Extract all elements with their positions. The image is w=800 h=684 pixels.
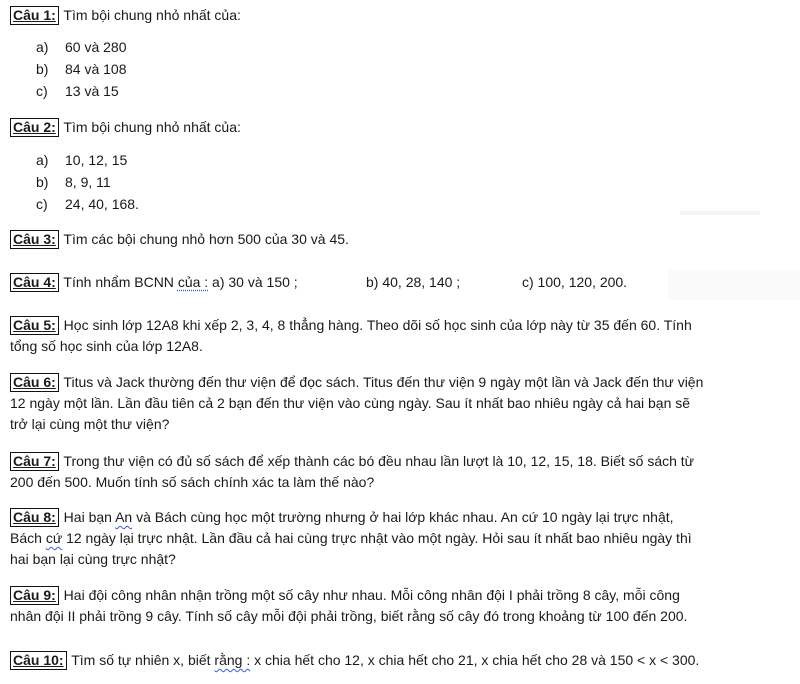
question-1-option-b xyxy=(36,59,127,80)
question-9-label: Câu 9: xyxy=(10,586,59,605)
question-2-option-a xyxy=(36,150,127,171)
question-1-option-c xyxy=(36,81,119,102)
question-10-text-post: x chia hết cho 12, x chia hết cho 21, x chia hết cho 28 và 150 < x < 300. xyxy=(250,652,700,668)
question-7-label: Câu 7: xyxy=(10,452,59,471)
question-5-label: Câu 5: xyxy=(10,316,59,335)
question-10-spellcheck-word: rằng : xyxy=(214,652,251,668)
option-text: 8, 9, 11 xyxy=(65,174,111,190)
question-6 xyxy=(10,372,790,435)
scan-artifact xyxy=(668,270,800,300)
option-letter: a) xyxy=(36,39,49,55)
question-8 xyxy=(10,507,790,570)
question-8-line-2-post: 12 ngày lại trực nhật. Lần đầu cả hai cùng trực nhật vào một ngày. Hỏi sau ít nhất bao nhiêu ngày thì xyxy=(62,530,692,546)
question-4-label: Câu 4: xyxy=(10,273,59,292)
question-6-line-2: 12 ngày một lần. Lần đầu tiên cả 2 bạn đến thư viện vào cùng ngày. Sau ít nhất bao nhiêu ngày cả hai bạn sẽ xyxy=(10,395,691,411)
question-10 xyxy=(10,650,790,671)
question-5 xyxy=(10,315,790,357)
question-9 xyxy=(10,585,790,627)
question-1-option-a xyxy=(36,37,127,58)
option-letter: b) xyxy=(36,174,49,190)
question-5-text: Học sinh lớp 12A8 khi xếp 2, 3, 4, 8 thẳng hàng. Theo dõi số học sinh của lớp này từ 35 đến 60. Tính xyxy=(59,317,692,333)
question-8-line-1 xyxy=(10,507,790,528)
question-2-option-b xyxy=(36,172,111,193)
question-8-line-2 xyxy=(10,528,790,549)
question-8-text-pre: Hai bạn xyxy=(59,509,116,525)
question-6-label: Câu 6: xyxy=(10,373,59,392)
question-7 xyxy=(10,451,790,493)
question-4-part-c: c) 100, 120, 200. xyxy=(522,274,628,290)
question-1-label: Câu 1: xyxy=(10,6,59,25)
question-8-spellcheck-word: cứ xyxy=(45,530,63,546)
question-3-label: Câu 3: xyxy=(10,230,59,249)
question-7-text: Trong thư viện có đủ số sách để xếp thành các bó đều nhau lần lượt là 10, 12, 15, 18. Biết số sách từ xyxy=(59,453,695,469)
question-6-line-3: trở lại cùng một thư viện? xyxy=(10,416,170,432)
option-letter: c) xyxy=(36,196,48,212)
question-8-text-post: và Bách cùng học một trường nhưng ở hai lớp khác nhau. An cứ 10 ngày lại trực nhật, xyxy=(132,509,674,525)
question-10-label: Câu 10: xyxy=(10,651,67,670)
question-2-label: Câu 2: xyxy=(10,118,59,137)
question-5-line-1 xyxy=(10,315,790,336)
question-3 xyxy=(10,229,790,250)
question-1 xyxy=(10,5,790,26)
question-4-part-a: a) 30 và 150 ; xyxy=(208,274,298,290)
question-1-text: Tìm bội chung nhỏ nhất của: xyxy=(59,7,241,23)
question-8-label: Câu 8: xyxy=(10,508,59,527)
question-7-line-2: 200 đến 500. Muốn tính số sách chính xác ta làm thế nào? xyxy=(10,474,375,490)
question-4-dotted-word: của : xyxy=(177,274,209,290)
question-3-text: Tìm các bội chung nhỏ hơn 500 của 30 và 45. xyxy=(59,231,349,247)
question-5-line-2: tổng số học sinh của lớp 12A8. xyxy=(10,338,203,354)
question-6-text: Titus và Jack thường đến thư viện để đọc sách. Titus đến thư viện 9 ngày một lần và Jack đến thư viện xyxy=(59,374,704,390)
option-letter: b) xyxy=(36,61,49,77)
option-letter: c) xyxy=(36,83,48,99)
question-9-line-1 xyxy=(10,585,790,606)
question-8-line-2-pre: Bách xyxy=(10,530,46,546)
option-text: 24, 40, 168. xyxy=(65,196,139,212)
question-7-line-1 xyxy=(10,451,790,472)
question-2 xyxy=(10,117,790,138)
option-text: 84 và 108 xyxy=(65,61,127,77)
option-text: 13 và 15 xyxy=(65,83,119,99)
question-2-text: Tìm bội chung nhỏ nhất của: xyxy=(59,119,241,135)
option-text: 10, 12, 15 xyxy=(65,152,128,168)
question-10-text-pre: Tìm số tự nhiên x, biết xyxy=(67,652,215,668)
question-4-part-b: b) 40, 28, 140 ; xyxy=(366,274,461,290)
question-6-line-1 xyxy=(10,372,790,393)
question-4-text: Tính nhẩm BCNN xyxy=(59,274,178,290)
question-9-line-2: nhân đội II phải trồng 9 cây. Tính số cây mỗi đội phải trồng, biết rằng số cây đó trong khoảng từ 100 đến 200. xyxy=(10,608,688,624)
question-2-option-c xyxy=(36,194,139,215)
question-8-line-3: hai bạn lại cùng trực nhật? xyxy=(10,551,176,567)
question-8-spellcheck-word: An xyxy=(115,509,133,525)
option-letter: a) xyxy=(36,152,49,168)
question-9-text: Hai đội công nhân nhận trồng một số cây như nhau. Mỗi công nhân đội I phải trồng 8 cây, mỗi công xyxy=(59,587,680,603)
scan-artifact xyxy=(680,211,760,215)
option-text: 60 và 280 xyxy=(65,39,127,55)
